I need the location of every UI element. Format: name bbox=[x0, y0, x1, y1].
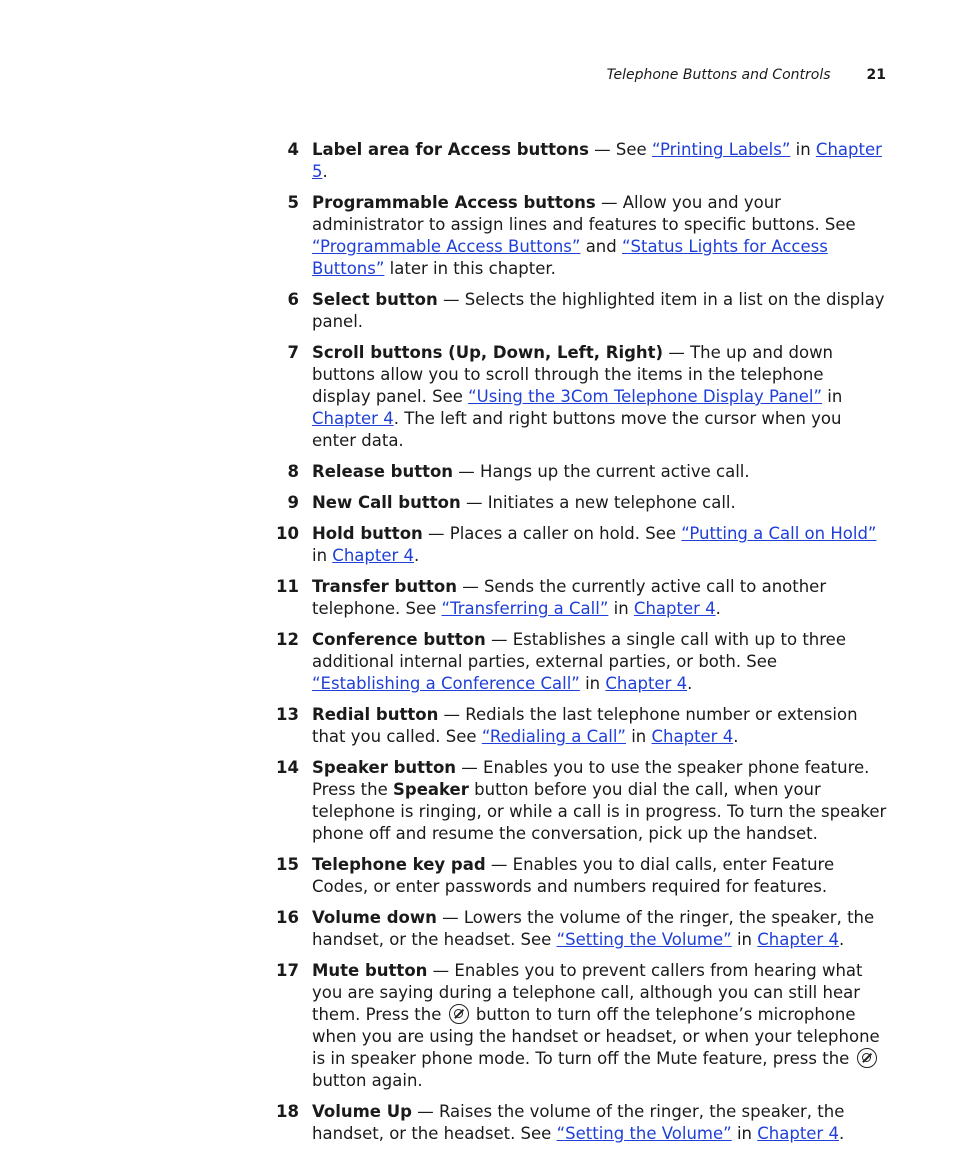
item-text: in bbox=[731, 1124, 758, 1143]
item-number: 11 bbox=[276, 577, 299, 596]
list-item bbox=[272, 461, 887, 483]
item-text: . bbox=[687, 674, 693, 693]
item-title: Mute button bbox=[312, 961, 428, 980]
item-number: 18 bbox=[276, 1102, 299, 1121]
item-text: . bbox=[838, 930, 845, 949]
item-title: Transfer button bbox=[312, 577, 457, 596]
item-title: New Call button bbox=[312, 493, 461, 512]
list-item bbox=[272, 342, 887, 452]
speaker-emphasis: Speaker bbox=[393, 780, 469, 799]
link-transferring-call[interactable]: “Transferring a Call” bbox=[441, 599, 609, 618]
link-redialing-call[interactable]: “Redialing a Call” bbox=[481, 727, 626, 746]
link-chapter-5[interactable]: Chapter 5 bbox=[312, 140, 882, 181]
item-number: 12 bbox=[276, 630, 299, 649]
link-status-lights[interactable]: “Status Lights for Access Buttons” bbox=[312, 237, 828, 278]
link-chapter-4[interactable]: Chapter 4 bbox=[332, 546, 415, 565]
item-text: in bbox=[625, 727, 652, 746]
item-text: — Allow you and your administrator to assign lines and features to specific buttons. See bbox=[312, 193, 856, 234]
link-setting-volume[interactable]: “Setting the Volume” bbox=[556, 1124, 732, 1143]
item-title: Select button bbox=[312, 290, 438, 309]
item-text: — Sends the currently active call to another telephone. See bbox=[312, 577, 827, 618]
item-text: — Initiates a new telephone call. bbox=[460, 493, 736, 512]
item-title: Release button bbox=[312, 462, 454, 481]
item-text: — Enables you to dial calls, enter Feature Codes, or enter passwords and numbers required for features. bbox=[312, 855, 835, 896]
list-item bbox=[272, 492, 887, 514]
item-text: in bbox=[608, 599, 634, 618]
list-item bbox=[272, 757, 887, 845]
link-programmable-access-buttons[interactable]: “Programmable Access Buttons” bbox=[312, 237, 581, 256]
link-chapter-4[interactable]: Chapter 4 bbox=[605, 674, 688, 693]
list-item bbox=[272, 289, 887, 333]
item-text: in bbox=[790, 140, 816, 159]
link-establishing-conference-call[interactable]: “Establishing a Conference Call” bbox=[312, 674, 580, 693]
list-item bbox=[272, 960, 887, 1092]
list-item bbox=[272, 704, 887, 748]
list-item bbox=[272, 1101, 887, 1145]
item-text: — See bbox=[588, 140, 652, 159]
list-item bbox=[272, 907, 887, 951]
item-text: — Establishes a single call with up to three additional internal parties, external parties, or both. See bbox=[312, 630, 846, 671]
item-title: Programmable Access buttons bbox=[312, 193, 596, 212]
item-text: button to turn off the telephone’s microphone when you are using the handset or headset, or when your telephone is in speaker phone mode. To turn off the Mute feature, press the bbox=[312, 1005, 880, 1068]
page-header bbox=[560, 67, 886, 83]
item-text: . bbox=[733, 727, 739, 746]
item-text: and bbox=[580, 237, 622, 256]
list-item bbox=[272, 192, 887, 280]
item-text: — The up and down buttons allow you to scroll through the items in the telephone display panel. See bbox=[312, 343, 834, 406]
list-item bbox=[272, 854, 887, 898]
item-text: — Enables you to use the speaker phone feature. Press the bbox=[312, 758, 870, 799]
item-text: later in this chapter. bbox=[384, 259, 556, 278]
item-title: Speaker button bbox=[312, 758, 457, 777]
link-putting-call-on-hold[interactable]: “Putting a Call on Hold” bbox=[681, 524, 877, 543]
item-number: 5 bbox=[287, 193, 299, 212]
item-title: Redial button bbox=[312, 705, 439, 724]
item-text: in bbox=[312, 546, 333, 565]
item-text: in bbox=[579, 674, 606, 693]
link-chapter-4[interactable]: Chapter 4 bbox=[757, 1124, 839, 1143]
item-text: . The left and right buttons move the cursor when you enter data. bbox=[312, 409, 842, 450]
item-number: 16 bbox=[276, 908, 299, 927]
item-number: 6 bbox=[287, 290, 299, 309]
item-text: button before you dial the call, when your telephone is ringing, or while a call is in progress. To turn the speaker phone off and resume the conversation, pick up the handset. bbox=[312, 780, 887, 843]
item-title: Conference button bbox=[312, 630, 486, 649]
item-text: button again. bbox=[312, 1071, 423, 1090]
item-text: — Enables you to prevent callers from hearing what you are saying during a telephone call, although you can still hear them. Press the bbox=[312, 961, 863, 1024]
item-number: 14 bbox=[276, 758, 299, 777]
item-title: Scroll buttons (Up, Down, Left, Right) bbox=[312, 343, 664, 362]
item-number: 9 bbox=[287, 493, 299, 512]
item-text: . bbox=[322, 162, 328, 181]
link-using-display-panel[interactable]: “Using the 3Com Telephone Display Panel” bbox=[468, 387, 823, 406]
item-text: — Redials the last telephone number or extension that you called. See bbox=[312, 705, 858, 746]
item-text: — Lowers the volume of the ringer, the speaker, the handset, or the headset. See bbox=[312, 908, 875, 949]
item-text: . bbox=[838, 1124, 845, 1143]
item-text: — Raises the volume of the ringer, the speaker, the handset, or the headset. See bbox=[312, 1102, 845, 1143]
item-number: 15 bbox=[276, 855, 299, 874]
item-text: in bbox=[822, 387, 843, 406]
list-item bbox=[272, 629, 887, 695]
item-title: Telephone key pad bbox=[312, 855, 486, 874]
item-title: Volume Up bbox=[312, 1102, 412, 1121]
mute-icon bbox=[449, 1004, 469, 1024]
list-item bbox=[272, 576, 887, 620]
button-description-list bbox=[272, 139, 887, 1154]
item-number: 17 bbox=[276, 961, 299, 980]
link-chapter-4[interactable]: Chapter 4 bbox=[312, 409, 394, 428]
item-title: Hold button bbox=[312, 524, 423, 543]
item-text: — Hangs up the current active call. bbox=[453, 462, 750, 481]
item-text: — Places a caller on hold. See bbox=[422, 524, 682, 543]
item-number: 4 bbox=[287, 140, 299, 159]
link-chapter-4[interactable]: Chapter 4 bbox=[651, 727, 734, 746]
list-item bbox=[272, 523, 887, 567]
link-chapter-4[interactable]: Chapter 4 bbox=[757, 930, 839, 949]
item-number: 8 bbox=[287, 462, 299, 481]
item-text: . bbox=[715, 599, 721, 618]
item-number: 10 bbox=[276, 524, 299, 543]
link-chapter-4[interactable]: Chapter 4 bbox=[633, 599, 716, 618]
list-item bbox=[272, 139, 887, 183]
item-text: — Selects the highlighted item in a list on the display panel. bbox=[312, 290, 885, 331]
page-number: 21 bbox=[866, 67, 886, 83]
item-text: . bbox=[414, 546, 420, 565]
item-title: Label area for Access buttons bbox=[312, 140, 589, 159]
item-text: in bbox=[731, 930, 758, 949]
item-number: 7 bbox=[287, 343, 299, 362]
link-printing-labels[interactable]: “Printing Labels” bbox=[651, 140, 791, 159]
link-setting-volume[interactable]: “Setting the Volume” bbox=[556, 930, 732, 949]
item-number: 13 bbox=[276, 705, 299, 724]
item-title: Volume down bbox=[312, 908, 437, 927]
section-title: Telephone Buttons and Controls bbox=[606, 67, 831, 83]
mute-icon bbox=[857, 1048, 877, 1068]
